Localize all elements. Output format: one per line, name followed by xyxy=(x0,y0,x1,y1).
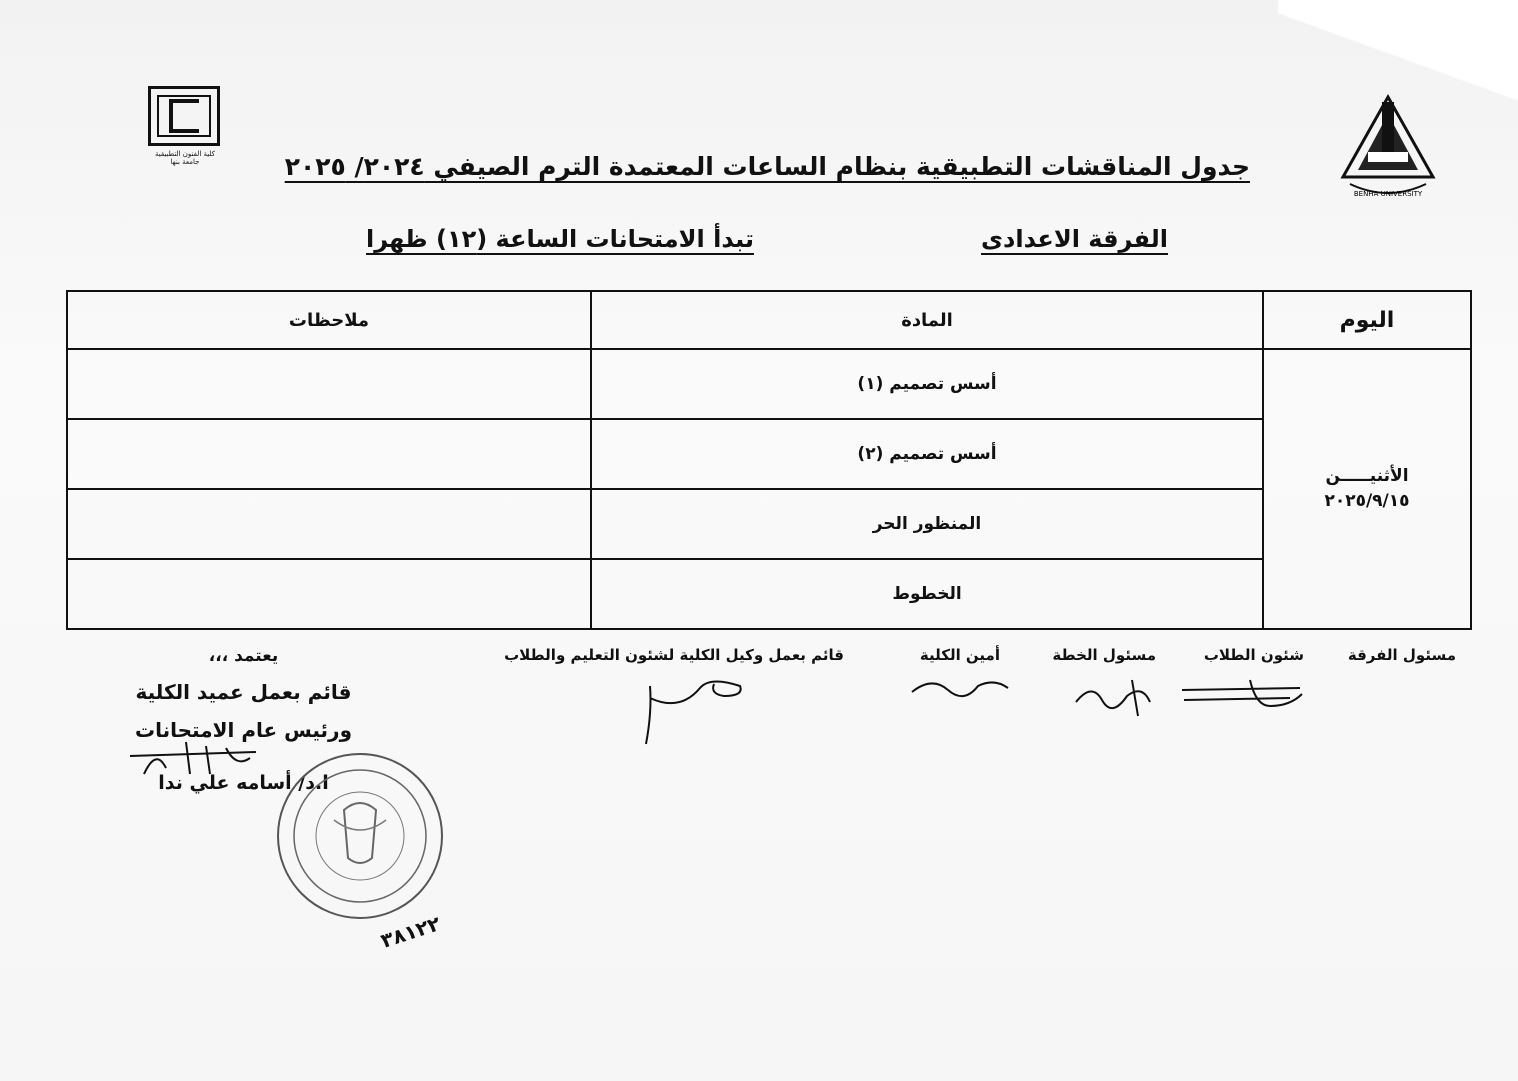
student-affairs-signature xyxy=(1180,676,1310,716)
official-seal-stamp xyxy=(274,750,446,922)
dean-signature xyxy=(126,738,266,778)
sig-class-officer: مسئول الفرقة xyxy=(1347,646,1456,664)
handwritten-number: ٣٨١٢٢ xyxy=(377,911,444,953)
table-header-row xyxy=(67,291,1471,349)
faculty-logo xyxy=(148,86,220,146)
notes-cell xyxy=(67,489,591,559)
schedule-table xyxy=(66,290,1472,630)
subject-cell: أسس تصميم (٢) xyxy=(591,419,1263,489)
university-logo-text: BENHA UNIVERSITY xyxy=(1353,190,1423,198)
subject-cell: المنظور الحر xyxy=(591,489,1263,559)
subject-cell: الخطوط xyxy=(591,559,1263,629)
class-name: الفرقة الاعدادى xyxy=(981,225,1168,253)
approval-label: يعتمد ،،، xyxy=(208,646,279,666)
faculty-logo-caption: كلية الفنون التطبيقية جامعة بنها xyxy=(154,150,216,167)
approver-name: ا.د/ أسامه علي ندا xyxy=(158,772,329,795)
sig-student-affairs: شئون الطلاب xyxy=(1203,646,1304,664)
exam-start-time: تبدأ الامتحانات الساعة (١٢) ظهرا xyxy=(366,225,754,253)
day-cell xyxy=(1263,349,1471,629)
header-notes: ملاحظات xyxy=(67,291,591,349)
page-title: جدول المناقشات التطبيقية بنظام الساعات المعتمدة الترم الصيفي ٢٠٢٤/ ٢٠٢٥ xyxy=(284,152,1250,181)
day-name: الأثنيـــــن xyxy=(1325,465,1409,486)
faculty-secretary-signature xyxy=(908,672,1012,702)
exam-head: ورئيس عام الامتحانات xyxy=(135,718,352,743)
notes-cell xyxy=(67,559,591,629)
sig-vice-dean: قائم بعمل وكيل الكلية لشئون التعليم والطلاب xyxy=(504,646,844,664)
acting-dean: قائم بعمل عميد الكلية xyxy=(135,680,352,705)
plan-officer-signature xyxy=(1072,672,1162,722)
exam-date: ٢٠٢٥/٩/١٥ xyxy=(1324,491,1410,511)
notes-cell xyxy=(67,349,591,419)
header-subject: المادة xyxy=(591,291,1263,349)
table-row xyxy=(67,349,1471,419)
table-row xyxy=(67,419,1471,489)
vice-dean-signature xyxy=(640,672,750,748)
subject-cell: أسس تصميم (١) xyxy=(591,349,1263,419)
header-day: اليوم xyxy=(1263,291,1471,349)
notes-cell xyxy=(67,419,591,489)
table-row xyxy=(67,559,1471,629)
sig-plan-officer: مسئول الخطة xyxy=(1052,646,1156,664)
sig-faculty-secretary: أمين الكلية xyxy=(919,646,1000,664)
university-logo xyxy=(1338,92,1438,202)
table-row xyxy=(67,489,1471,559)
